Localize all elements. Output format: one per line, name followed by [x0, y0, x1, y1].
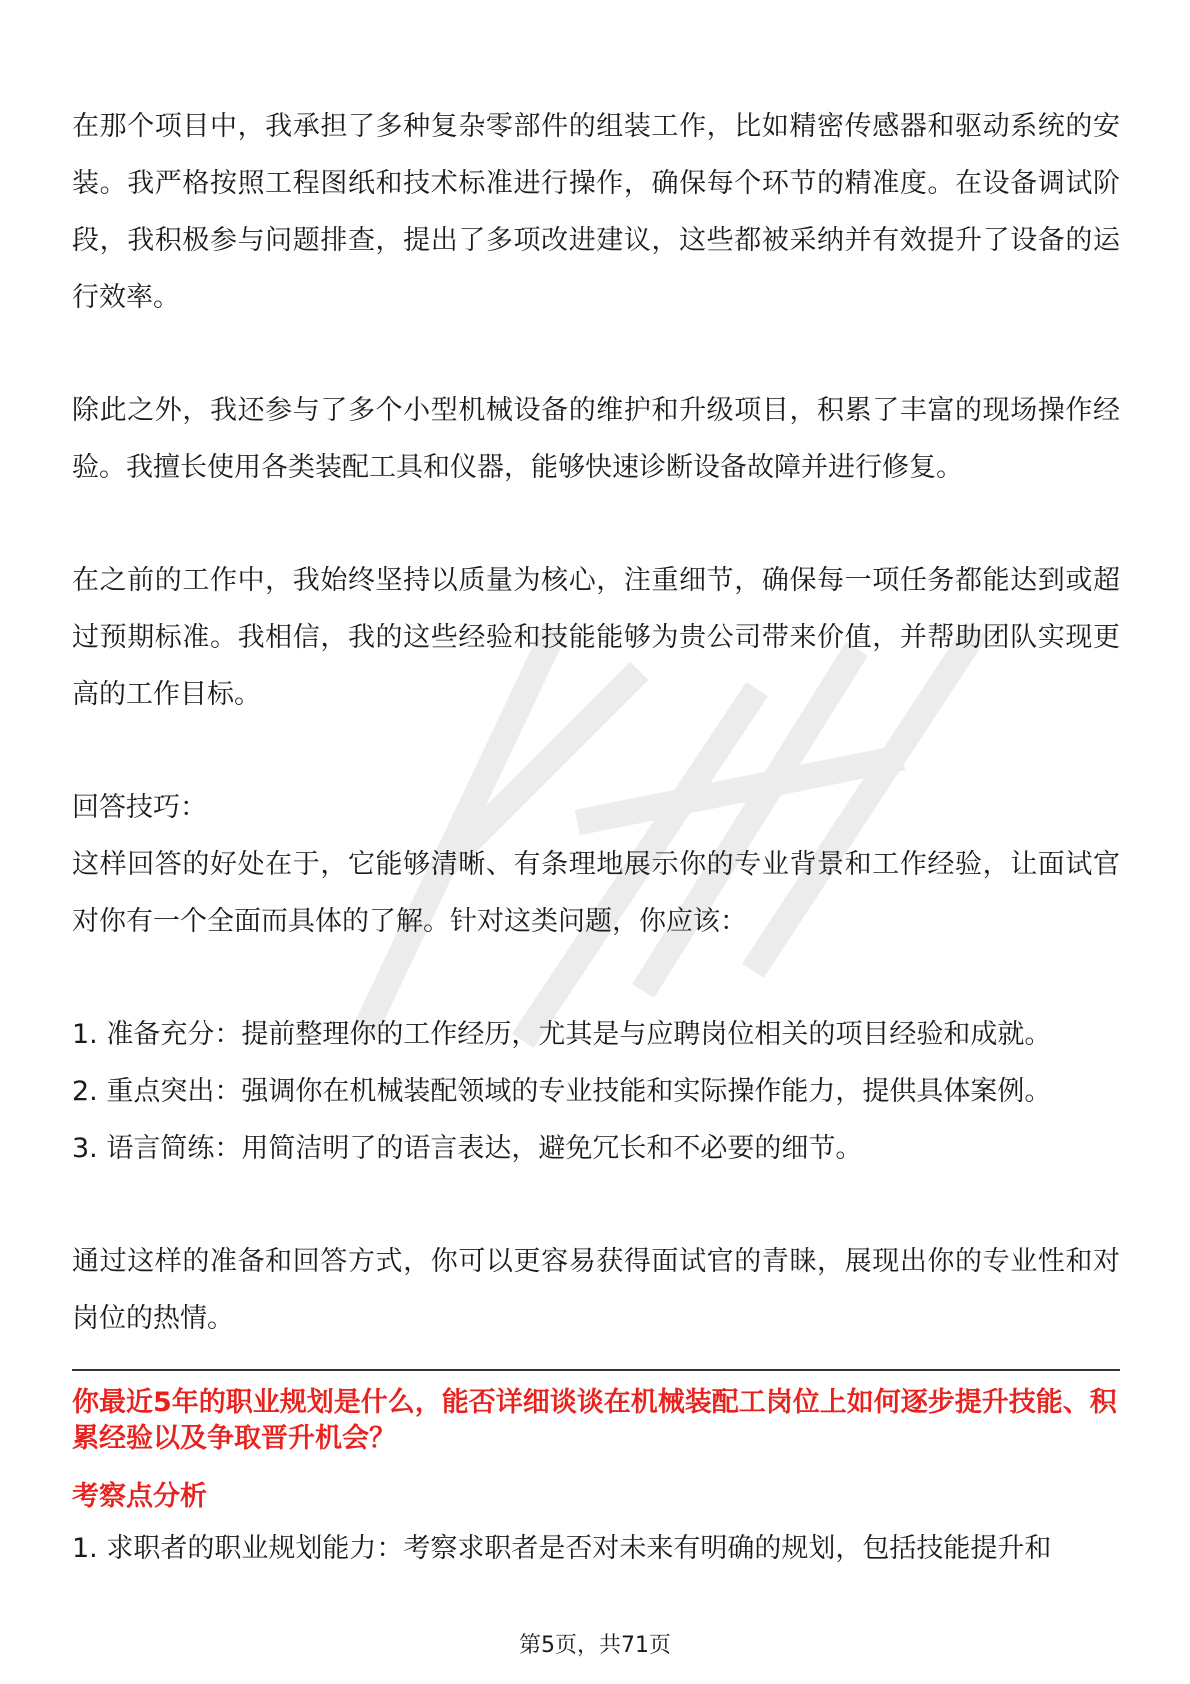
tips-block — [72, 779, 1120, 950]
analysis-heading: 考察点分析 — [72, 1481, 207, 1512]
section-divider — [72, 1369, 1120, 1371]
answer-paragraph-3: 在之前的工作中，我始终坚持以质量为核心，注重细节，确保每一项任务都能达到或超过预期标准。我相信，我的这些经验和技能能够为贵公司带来价值，并帮助团队实现更高的工作目标。 — [72, 565, 1120, 710]
answer-paragraph-2: 除此之外，我还参与了多个小型机械设备的维护和升级项目，积累了丰富的现场操作经验。我擅长使用各类装配工具和仪器，能够快速诊断设备故障并进行修复。 — [72, 395, 1120, 483]
main-content — [72, 98, 1120, 1573]
next-question-title: 你最近5年的职业规划是什么，能否详细谈谈在机械装配工岗位上如何逐步提升技能、积累经验以及争取晋升机会？ — [72, 1387, 1117, 1454]
tips-list — [72, 1006, 1120, 1177]
tips-heading: 回答技巧： — [72, 792, 207, 823]
page-number: 第5页，共71页 — [519, 1633, 671, 1658]
tips-text: 这样回答的好处在于，它能够清晰、有条理地展示你的专业背景和工作经验，让面试官对你有一个全面而具体的了解。针对这类问题，你应该： — [72, 849, 1120, 937]
list-item: 1. 准备充分：提前整理你的工作经历，尤其是与应聘岗位相关的项目经验和成就。 — [72, 1019, 1052, 1050]
list-item: 3. 语言简练：用简洁明了的语言表达，避免冗长和不必要的细节。 — [72, 1133, 863, 1164]
list-item: 2. 重点突出：强调你在机械装配领域的专业技能和实际操作能力，提供具体案例。 — [72, 1076, 1052, 1107]
analysis-item: 1. 求职者的职业规划能力：考察求职者是否对未来有明确的规划，包括技能提升和 — [72, 1533, 1052, 1564]
answer-paragraph-1: 在那个项目中，我承担了多种复杂零部件的组装工作，比如精密传感器和驱动系统的安装。我严格按照工程图纸和技术标准进行操作，确保每个环节的精准度。在设备调试阶段，我积极参与问题排查，提出了多项改进建议，这些都被采纳并有效提升了设备的运行效率。 — [72, 111, 1120, 313]
closing-paragraph: 通过这样的准备和回答方式，你可以更容易获得面试官的青睐，展现出你的专业性和对岗位的热情。 — [72, 1246, 1120, 1334]
